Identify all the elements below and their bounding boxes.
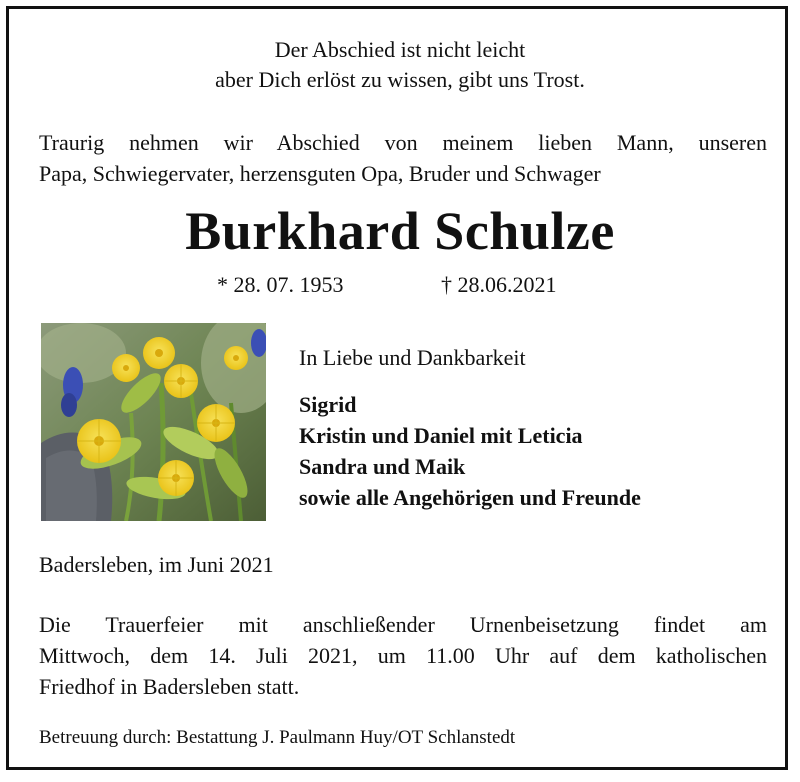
place-date: Badersleben, im Juni 2021 bbox=[39, 552, 274, 577]
intro-line-2: Papa, Schwiegervater, herzensguten Opa, Bruder und Schwager bbox=[39, 161, 601, 186]
mourner-name: Kristin und Daniel mit Leticia bbox=[299, 423, 583, 448]
intro-line-1: Traurig nehmen wir Abschied von meinem lieben Mann, unseren bbox=[39, 130, 767, 155]
birth-date: * 28. 07. 1953 bbox=[217, 272, 344, 297]
ceremony-line-1: Die Trauerfeier mit anschließender Urnenbeisetzung findet am bbox=[39, 612, 767, 637]
verse-line-1: Der Abschied ist nicht leicht bbox=[274, 37, 526, 62]
undertaker-credit: Betreuung durch: Bestattung J. Paulmann Huy/OT Schlanstedt bbox=[39, 727, 516, 748]
death-date: † 28.06.2021 bbox=[441, 272, 557, 297]
deceased-name: Burkhard Schulze bbox=[185, 201, 615, 261]
intro-text bbox=[39, 127, 767, 189]
mourners-heading: In Liebe und Dankbarkeit bbox=[299, 345, 526, 370]
obituary-notice bbox=[6, 6, 788, 770]
ceremony-line-2: Mittwoch, dem 14. Juli 2021, um 11.00 Uhr auf dem katholischen bbox=[39, 643, 767, 668]
primrose-flower-image bbox=[41, 323, 266, 521]
mourner-name: Sigrid bbox=[299, 392, 357, 417]
ceremony-line-3: Friedhof in Badersleben statt. bbox=[39, 674, 300, 699]
mourner-name: Sandra und Maik bbox=[299, 454, 466, 479]
ceremony-text bbox=[39, 609, 767, 702]
verse-line-2: aber Dich erlöst zu wissen, gibt uns Trost. bbox=[215, 67, 585, 92]
mourner-name: sowie alle Angehörigen und Freunde bbox=[299, 485, 641, 510]
